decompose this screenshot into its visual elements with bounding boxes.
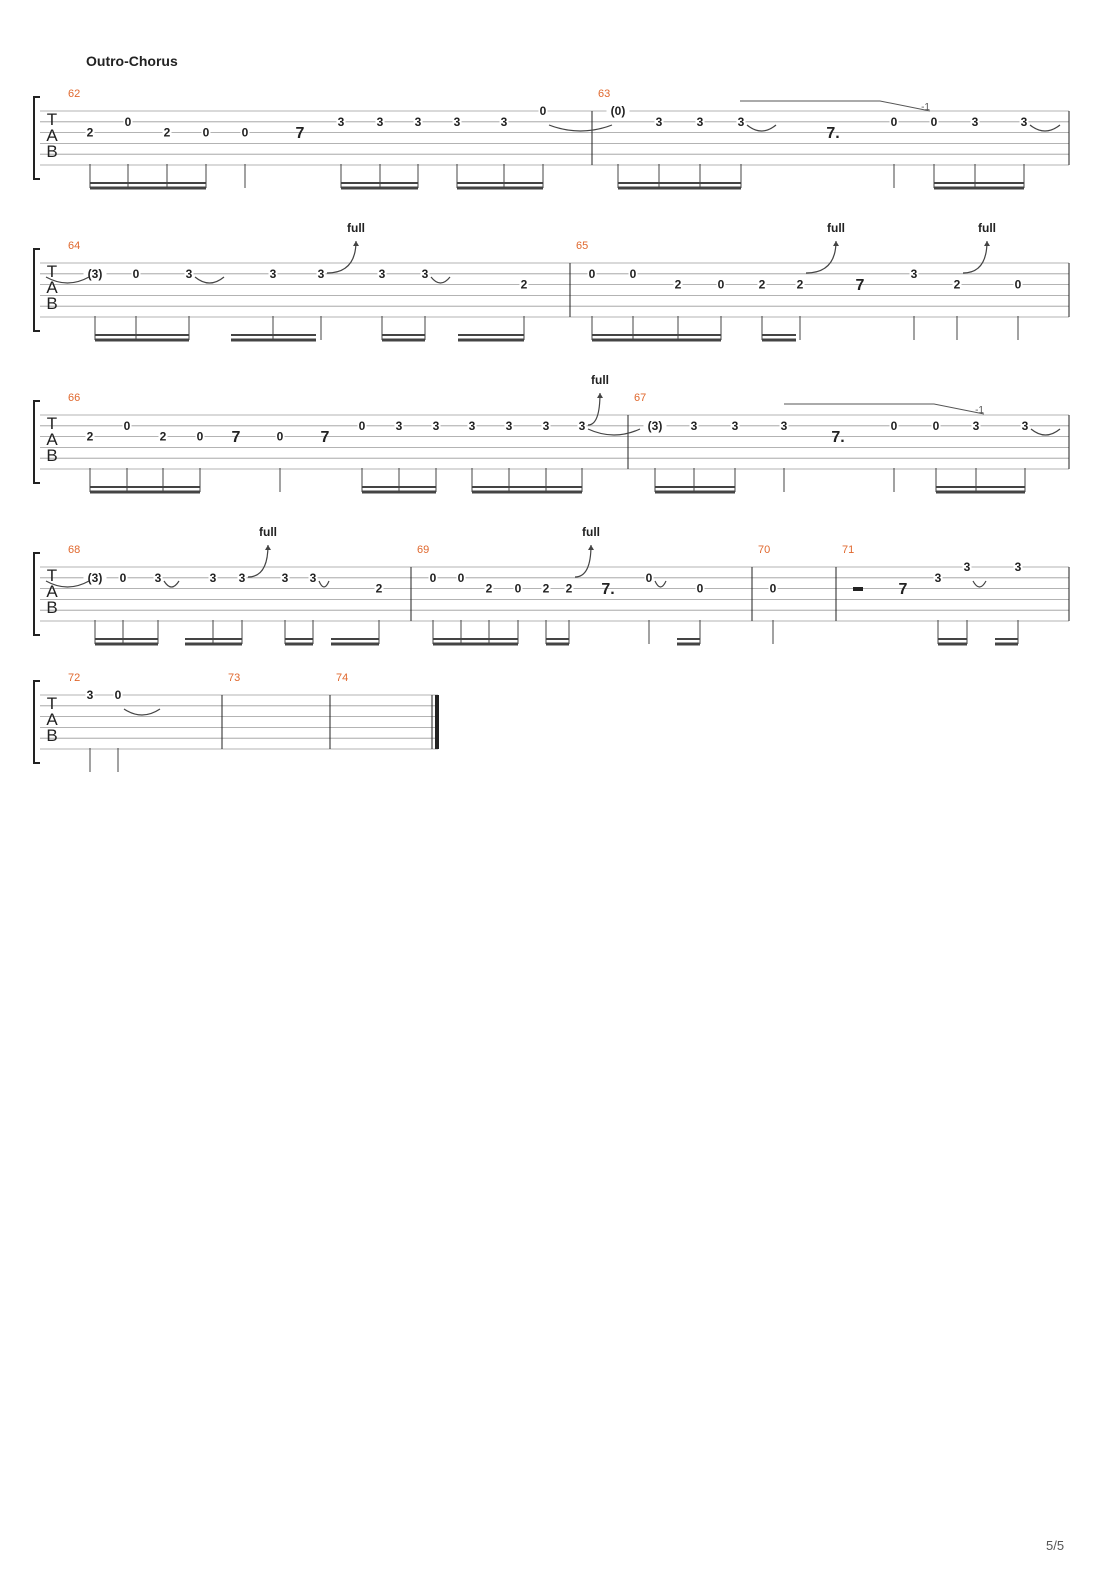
tab-clef-letter: A (46, 278, 58, 297)
fret-number: 2 (86, 125, 94, 140)
bend-arrow (984, 241, 990, 246)
bar-number: 66 (68, 392, 81, 404)
fret-number: 3 (690, 418, 698, 433)
bar-number: 70 (758, 544, 771, 556)
fret-number: 0 (539, 104, 547, 118)
fret-number: 3 (578, 418, 586, 433)
fret-number: 2 (796, 277, 804, 292)
fret-number: 3 (337, 114, 345, 129)
tie (195, 277, 224, 283)
fret-number: 0 (930, 114, 938, 129)
rest-symbol: 7 (898, 581, 908, 598)
fret-number: 3 (281, 570, 289, 585)
fret-number: 0 (276, 429, 284, 444)
fret-number: 3 (86, 688, 94, 702)
system-bracket (34, 97, 40, 179)
fret-number: 3 (737, 114, 745, 129)
fret-number: 0 (457, 570, 465, 585)
bend-label: full (978, 221, 996, 235)
bar-number: 73 (228, 672, 241, 684)
fret-number: (3) (87, 266, 103, 281)
bend-label: full (259, 525, 277, 539)
fret-number: 0 (514, 581, 522, 596)
tie (124, 709, 160, 715)
fret-number: (0) (610, 104, 626, 118)
fret-number: 3 (309, 570, 317, 585)
rest-symbol: 7 (855, 277, 865, 294)
half-rest (853, 587, 863, 591)
bar-number: 68 (68, 544, 81, 556)
tie (655, 581, 666, 587)
fret-number: 3 (414, 114, 422, 129)
tab-system (34, 525, 1069, 644)
fret-number: 0 (241, 125, 249, 140)
tab-clef-letter: B (46, 294, 58, 313)
fret-number: 0 (717, 277, 725, 292)
bend-arrow (588, 545, 594, 550)
section-title: Outro-Chorus (86, 53, 178, 69)
fret-number: 2 (159, 429, 167, 444)
bend-label: full (827, 221, 845, 235)
bend-label: full (582, 525, 600, 539)
tie (549, 125, 612, 131)
system-bracket (34, 681, 40, 763)
fret-number: 2 (86, 429, 94, 444)
fret-number: 0 (132, 266, 140, 281)
fret-number: 3 (972, 418, 980, 433)
bend-arrow (597, 393, 603, 398)
bend-arrow (833, 241, 839, 246)
fret-number: 3 (468, 418, 476, 433)
bend-curve (248, 545, 268, 577)
fret-number: 0 (769, 581, 777, 596)
fret-number: (3) (647, 418, 663, 433)
fret-number: 0 (196, 429, 204, 444)
tab-clef-letter: T (46, 566, 58, 585)
fret-number: (3) (87, 570, 103, 585)
whammy-line (740, 101, 930, 111)
fret-number: 3 (269, 266, 277, 281)
fret-number: 0 (123, 418, 131, 433)
fret-number: 2 (375, 581, 383, 596)
tab-clef-letter: T (46, 262, 58, 281)
fret-number: 0 (932, 418, 940, 433)
rest-symbol: 7. (831, 429, 845, 446)
fret-number: 3 (910, 266, 918, 281)
fret-number: 3 (378, 266, 386, 281)
fret-number: 3 (655, 114, 663, 129)
fret-number: 0 (890, 114, 898, 129)
page-number: 5/5 (1046, 1538, 1065, 1553)
fret-number: 3 (432, 418, 440, 433)
fret-number: 2 (565, 581, 573, 596)
rest-symbol: 7 (320, 429, 330, 446)
tie (1031, 429, 1060, 435)
tab-clef-letter: A (46, 126, 58, 145)
tie (164, 581, 179, 587)
tab-clef-letter: B (46, 598, 58, 617)
whammy-line (784, 404, 984, 414)
tie (431, 277, 450, 283)
fret-number: 3 (963, 560, 971, 574)
fret-number: 2 (485, 581, 493, 596)
fret-number: 2 (520, 277, 528, 292)
fret-number: 0 (645, 570, 653, 585)
rest-symbol: 7. (601, 581, 615, 598)
fret-number: 3 (154, 570, 162, 585)
bar-number: 72 (68, 672, 81, 684)
fret-number: 3 (209, 570, 217, 585)
tab-system (34, 373, 1069, 492)
whammy-value: -1 (921, 102, 930, 113)
fret-number: 3 (1014, 560, 1022, 574)
fret-number: 3 (185, 266, 193, 281)
fret-number: 3 (696, 114, 704, 129)
fret-number: 0 (429, 570, 437, 585)
tab-clef-letter: A (46, 710, 58, 729)
fret-number: 3 (376, 114, 384, 129)
tab-clef-letter: A (46, 430, 58, 449)
fret-number: 2 (758, 277, 766, 292)
tab-system (34, 88, 1069, 188)
tie (747, 125, 776, 131)
fret-number: 0 (588, 266, 596, 281)
fret-number: 0 (629, 266, 637, 281)
tab-clef-letter: T (46, 414, 58, 433)
fret-number: 0 (202, 125, 210, 140)
bar-number: 65 (576, 240, 589, 252)
system-bracket (34, 401, 40, 483)
bend-label: full (591, 373, 609, 387)
fret-number: 3 (500, 114, 508, 129)
system-bracket (34, 553, 40, 635)
fret-number: 0 (358, 418, 366, 433)
bar-number: 71 (842, 544, 855, 556)
fret-number: 3 (971, 114, 979, 129)
fret-number: 3 (453, 114, 461, 129)
fret-number: 3 (780, 418, 788, 433)
tab-system (34, 221, 1069, 340)
fret-number: 3 (317, 266, 325, 281)
fret-number: 2 (953, 277, 961, 292)
fret-number: 3 (934, 570, 942, 585)
tab-clef-letter: A (46, 582, 58, 601)
tie (588, 429, 640, 435)
fret-number: 2 (163, 125, 171, 140)
final-barline-thick (435, 695, 439, 749)
fret-number: 3 (238, 570, 246, 585)
fret-number: 0 (890, 418, 898, 433)
tab-clef-letter: T (46, 110, 58, 129)
bar-number: 67 (634, 392, 647, 404)
bend-arrow (265, 545, 271, 550)
bar-number: 69 (417, 544, 430, 556)
system-bracket (34, 249, 40, 331)
tab-clef-letter: B (46, 446, 58, 465)
tab-clef-letter: B (46, 726, 58, 745)
tab-clef-letter: B (46, 142, 58, 161)
bar-number: 63 (598, 88, 611, 100)
rest-symbol: 7 (231, 429, 241, 446)
fret-number: 3 (1021, 418, 1029, 433)
fret-number: 0 (124, 114, 132, 129)
bend-curve (327, 241, 356, 273)
fret-number: 3 (395, 418, 403, 433)
bend-curve (963, 241, 987, 273)
bend-curve (806, 241, 836, 273)
fret-number: 0 (1014, 277, 1022, 292)
tab-system (34, 672, 439, 772)
rest-symbol: 7 (295, 125, 305, 142)
fret-number: 0 (119, 570, 127, 585)
fret-number: 0 (114, 688, 122, 702)
fret-number: 3 (421, 266, 429, 281)
fret-number: 2 (674, 277, 682, 292)
rest-symbol: 7. (826, 125, 840, 142)
fret-number: 2 (542, 581, 550, 596)
bar-number: 74 (336, 672, 349, 684)
fret-number: 3 (1020, 114, 1028, 129)
fret-number: 3 (731, 418, 739, 433)
tie (1030, 125, 1060, 131)
tab-clef-letter: T (46, 694, 58, 713)
bar-number: 64 (68, 240, 81, 252)
fret-number: 3 (505, 418, 513, 433)
bend-arrow (353, 241, 359, 246)
tie (319, 581, 329, 587)
bend-label: full (347, 221, 365, 235)
bar-number: 62 (68, 88, 81, 100)
fret-number: 0 (696, 581, 704, 596)
fret-number: 3 (542, 418, 550, 433)
tie (973, 581, 986, 587)
whammy-value: -1 (975, 405, 984, 416)
